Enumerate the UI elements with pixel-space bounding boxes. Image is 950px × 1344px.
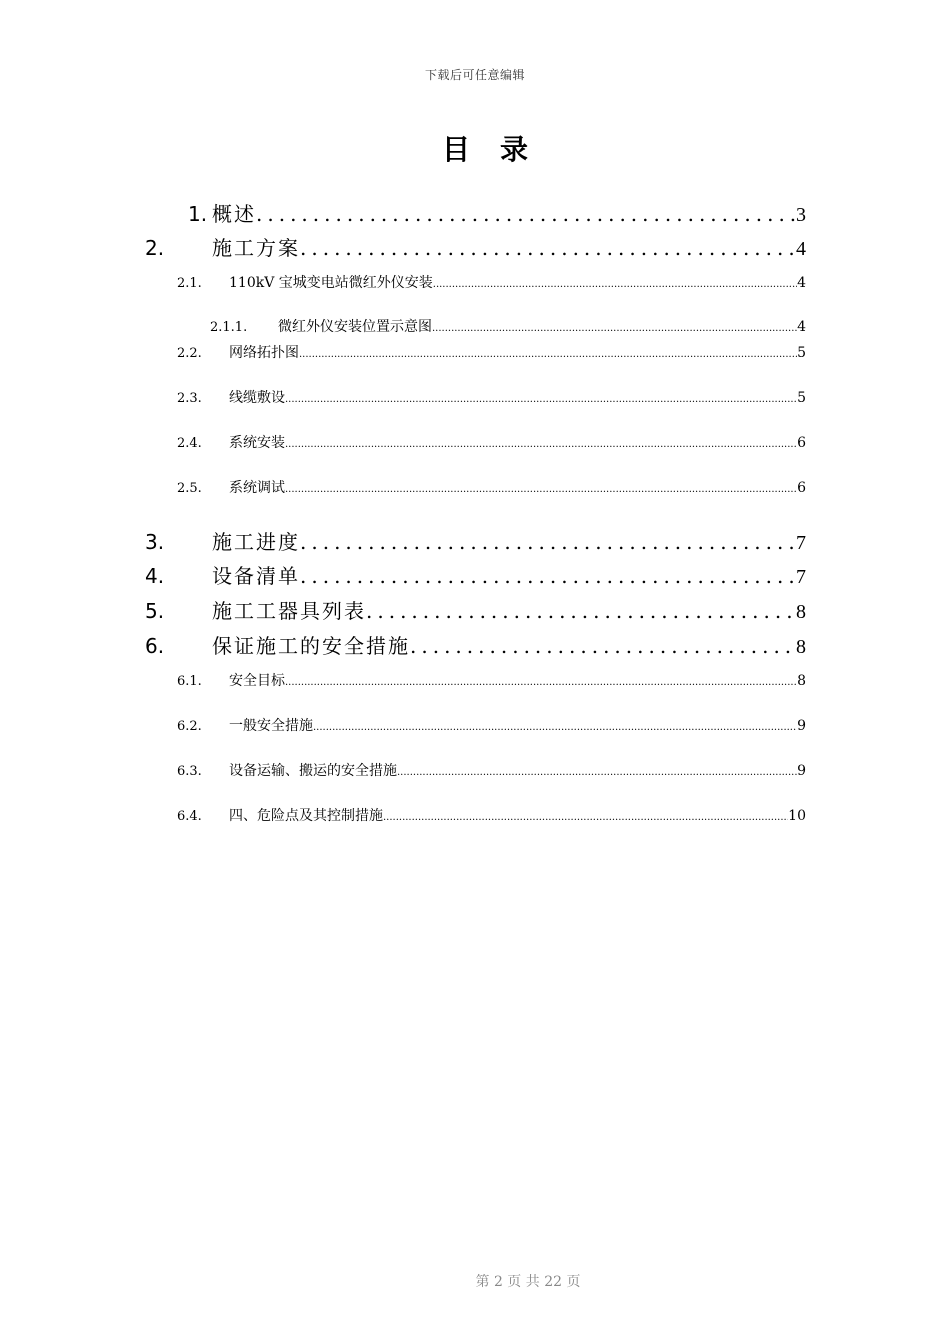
toc-entry-label: 概述 bbox=[212, 202, 256, 226]
toc-entry-page: 6 bbox=[797, 435, 806, 451]
toc-entry-2-4[interactable] bbox=[177, 432, 806, 452]
toc-entry-2-1-1[interactable] bbox=[210, 316, 806, 336]
toc-entry-5[interactable] bbox=[145, 595, 806, 624]
toc-entry-number: 6.2. bbox=[177, 719, 202, 734]
toc-leader-dots bbox=[366, 599, 796, 623]
toc-entry-label: 设备清单 bbox=[212, 564, 300, 588]
toc-title: 目录 bbox=[441, 133, 558, 166]
toc-entry-label: 安全目标 bbox=[229, 673, 285, 689]
toc-entry-6-4[interactable] bbox=[177, 805, 806, 825]
toc-entry-page: 8 bbox=[796, 636, 806, 658]
toc-leader-dots bbox=[299, 349, 797, 360]
page-header: 下载后可任意编辑 bbox=[424, 68, 525, 82]
toc-entry-page: 5 bbox=[797, 345, 806, 361]
toc-entry-2-3[interactable] bbox=[177, 387, 806, 407]
toc-entry-page: 4 bbox=[797, 275, 806, 291]
toc-leader-dots bbox=[256, 202, 796, 226]
toc-entry-6-1[interactable] bbox=[177, 670, 806, 690]
toc-entry-number: 5. bbox=[145, 599, 165, 623]
toc-entry-label: 线缆敷设 bbox=[229, 390, 285, 406]
toc-entry-number: 2.1. bbox=[177, 276, 202, 291]
toc-entry-label: 施工进度 bbox=[212, 530, 300, 554]
toc-entry-6-2[interactable] bbox=[177, 715, 806, 735]
toc-entry-3[interactable] bbox=[145, 526, 806, 555]
toc-entry-page: 9 bbox=[797, 718, 806, 734]
toc-entry-page: 4 bbox=[796, 238, 806, 260]
toc-entry-number: 2.2. bbox=[177, 346, 202, 361]
toc-entry-number: 6. bbox=[145, 634, 165, 658]
toc-leader-dots bbox=[397, 767, 797, 778]
toc-entry-number: 1. bbox=[188, 202, 208, 226]
toc-leader-dots bbox=[300, 530, 796, 554]
toc-entry-label: 施工工器具列表 bbox=[212, 599, 366, 623]
toc-entry-page: 8 bbox=[797, 673, 806, 689]
toc-entry-label: 施工方案 bbox=[212, 236, 300, 260]
toc-entry-page: 5 bbox=[797, 390, 806, 406]
toc-entry-page: 3 bbox=[796, 204, 806, 226]
toc-entry-page: 6 bbox=[797, 480, 806, 496]
toc-entry-number: 6.1. bbox=[177, 674, 202, 689]
toc-leader-dots bbox=[285, 677, 797, 688]
toc-entry-label: 微红外仪安装位置示意图 bbox=[278, 319, 432, 335]
toc-entry-6[interactable] bbox=[145, 630, 806, 659]
toc-entry-page: 7 bbox=[796, 532, 806, 554]
toc-entry-4[interactable] bbox=[145, 560, 806, 589]
page-footer: 第 2 页 共 22 页 bbox=[475, 1274, 581, 1290]
toc-entry-label: 设备运输、搬运的安全措施 bbox=[229, 763, 397, 779]
toc-entry-label: 保证施工的安全措施 bbox=[212, 634, 410, 658]
toc-entry-number: 3. bbox=[145, 530, 165, 554]
toc-entry-label: 110kV 宝城变电站微红外仪安装 bbox=[229, 275, 433, 291]
toc-entry-number: 2.4. bbox=[177, 436, 202, 451]
toc-entry-number: 6.3. bbox=[177, 764, 202, 779]
toc-entry-page: 7 bbox=[796, 566, 806, 588]
toc-leader-dots bbox=[383, 812, 788, 823]
toc-entry-2[interactable] bbox=[145, 232, 806, 261]
toc-leader-dots bbox=[285, 394, 797, 405]
toc-leader-dots bbox=[285, 439, 797, 450]
toc-entry-number: 2.5. bbox=[177, 481, 202, 496]
toc-entry-label: 网络拓扑图 bbox=[229, 345, 299, 361]
toc-entry-6-3[interactable] bbox=[177, 760, 806, 780]
toc-leader-dots bbox=[285, 484, 797, 495]
toc-entry-page: 10 bbox=[788, 808, 806, 824]
toc-entry-label: 系统安装 bbox=[229, 435, 285, 451]
toc-entry-number: 2. bbox=[145, 236, 165, 260]
toc-entry-1[interactable] bbox=[188, 198, 806, 227]
toc-entry-2-5[interactable] bbox=[177, 477, 806, 497]
toc-leader-dots bbox=[410, 634, 796, 658]
toc-leader-dots bbox=[432, 323, 797, 334]
toc-leader-dots bbox=[433, 279, 797, 290]
toc-entry-page: 4 bbox=[797, 319, 806, 335]
toc-entry-number: 2.3. bbox=[177, 391, 202, 406]
toc-leader-dots bbox=[300, 236, 796, 260]
toc-leader-dots bbox=[313, 722, 797, 733]
toc-entry-number: 6.4. bbox=[177, 809, 202, 824]
toc-leader-dots bbox=[300, 564, 796, 588]
toc-entry-2-2[interactable] bbox=[177, 342, 806, 362]
toc-entry-label: 系统调试 bbox=[229, 480, 285, 496]
toc-entry-label: 四、危险点及其控制措施 bbox=[229, 808, 383, 824]
toc-entry-2-1[interactable] bbox=[177, 272, 806, 292]
toc-entry-label: 一般安全措施 bbox=[229, 718, 313, 734]
toc-entry-number: 2.1.1. bbox=[210, 320, 248, 335]
toc-entry-page: 8 bbox=[796, 601, 806, 623]
toc-entry-page: 9 bbox=[797, 763, 806, 779]
toc-entry-number: 4. bbox=[145, 564, 165, 588]
